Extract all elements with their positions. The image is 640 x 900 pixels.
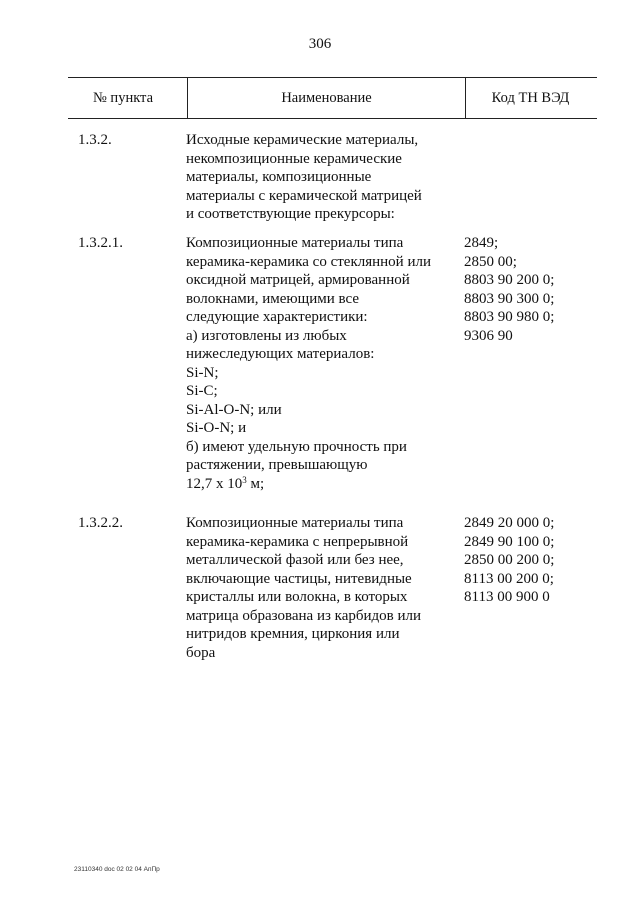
- tn-ved-code: 9306 90: [464, 327, 513, 344]
- table-header: [68, 77, 597, 119]
- item-name: [186, 234, 461, 493]
- name-line: кристаллы или волокна, в которых: [186, 589, 408, 605]
- strength-unit: м;: [246, 475, 265, 492]
- strength-exponent: 3: [242, 474, 247, 485]
- tn-ved-code: 8803 90 200 0;: [464, 272, 555, 288]
- name-line: Si-C;: [186, 383, 218, 399]
- item-number: 1.3.2.2.: [78, 515, 123, 531]
- name-line: Композиционные материалы типа: [186, 515, 404, 531]
- name-line: Исходные керамические материалы,: [186, 132, 419, 148]
- item-number: 1.3.2.1.: [78, 235, 123, 251]
- tn-ved-code: 8803 90 300 0;: [464, 290, 555, 307]
- name-line: а) изготовлены из любых: [186, 327, 347, 344]
- name-line: Si-Al-O-N; или: [186, 401, 282, 418]
- name-line: керамика-керамика со стеклянной или: [186, 253, 432, 270]
- name-line: б) имеют удельную прочность при: [186, 438, 407, 455]
- name-line: включающие частицы, нитевидные: [186, 570, 412, 587]
- item-number: 1.3.2.: [78, 132, 112, 148]
- tn-ved-code: 2850 00 200 0;: [464, 552, 555, 568]
- footer-doc-id: 23110340 doc 02 02 04 АпПр: [74, 866, 160, 873]
- name-line: нижеследующих материалов:: [186, 346, 375, 362]
- name-line: металлической фазой или без нее,: [186, 552, 404, 568]
- tn-ved-code: 8113 00 900 0: [464, 589, 550, 605]
- name-line: некомпозиционные керамические: [186, 150, 402, 167]
- header-tn-ved-code: Код ТН ВЭД: [491, 90, 570, 106]
- name-line: матрица образована из карбидов или: [186, 607, 422, 624]
- name-line: следующие характеристики:: [186, 309, 368, 325]
- tn-ved-code: 2849;: [464, 235, 499, 251]
- name-line: нитридов кремния, циркония или: [186, 626, 400, 642]
- item-name: [186, 131, 461, 224]
- name-line: бора: [186, 644, 216, 661]
- tn-ved-code: 8113 00 200 0;: [464, 570, 554, 587]
- header-item-number: № пункта: [92, 90, 154, 106]
- header-name: Наименование: [187, 78, 466, 118]
- tn-ved-code: 2849 90 100 0;: [464, 533, 555, 550]
- name-line: Композиционные материалы типа: [186, 235, 404, 251]
- tn-ved-code: 2850 00;: [464, 253, 517, 270]
- name-line: Si-O-N; и: [186, 420, 247, 436]
- tn-ved-codes: [464, 514, 614, 607]
- name-line: материалы, композиционные: [186, 169, 372, 185]
- name-line: материалы с керамической матрицей: [186, 187, 422, 204]
- name-line: волокнами, имеющими все: [186, 290, 359, 307]
- name-line: оксидной матрицей, армированной: [186, 272, 410, 288]
- tn-ved-codes: [464, 234, 614, 345]
- tn-ved-code: 8803 90 980 0;: [464, 309, 555, 325]
- name-line: и соответствующие прекурсоры:: [186, 206, 395, 222]
- page-number: 306: [308, 36, 332, 52]
- name-line: Si-N;: [186, 364, 219, 381]
- item-name: [186, 514, 461, 662]
- strength-line: [186, 475, 461, 494]
- name-line: керамика-керамика с непрерывной: [186, 533, 409, 550]
- name-line: растяжении, превышающую: [186, 457, 368, 473]
- tn-ved-code: 2849 20 000 0;: [464, 515, 555, 531]
- strength-value: 12,7 x 10: [186, 475, 243, 492]
